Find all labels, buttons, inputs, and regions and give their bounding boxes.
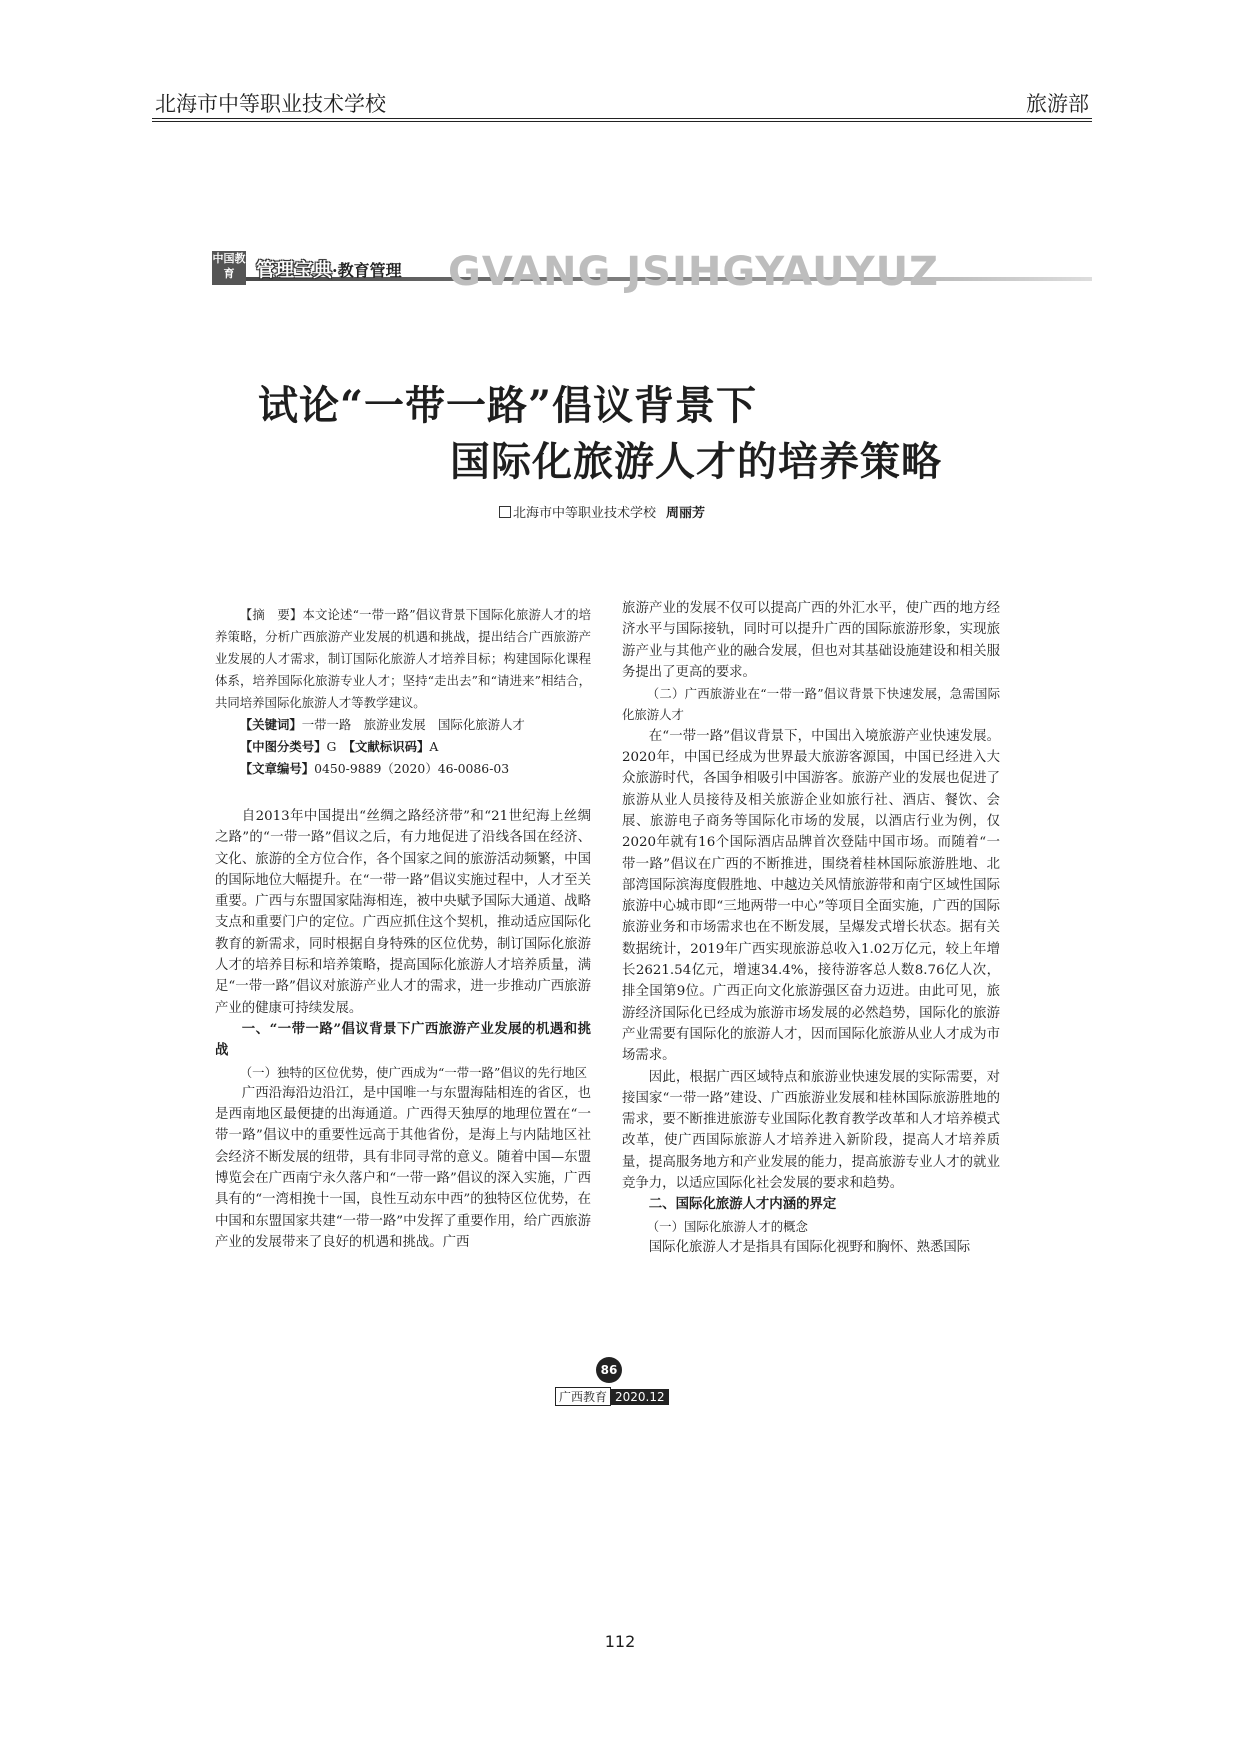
article-no-value: 0450-9889（2020）46-0086-03 [314,761,510,776]
subsection-heading: （一）国际化旅游人才的概念 [646,1218,808,1234]
keywords-value: 一带一路 旅游业发展 国际化旅游人才 [301,717,525,732]
keywords-line [215,714,591,736]
body-paragraph: 旅游产业的发展不仅可以提高广西的外汇水平，使广西的地方经济水平与国际接轨，同时可以提升广西的国际旅游形象，实现旅游产业与其他产业的融合发展，但也对其基础设施建设和相关服务提出了更高的要求。 [622,601,1000,680]
body-paragraph: 自2013年中国提出“丝绸之路经济带”和“21世纪海上丝绸之路”的“一带一路”倡议之后，有力地促进了沿线各国在经济、文化、旅游的全方位合作，各个国家之间的旅游活动频繁，中国的国际地位大幅提升。在“一带一路”倡议实施过程中，人才至关重要。广西与东盟国家陆海相连，被中央赋予国际大通道、战略支点和重要门户的定位。广西应抓住这个契机，推动适应国际化教育的新需求，同时根据自身特殊的区位优势，制订国际化旅游人才的培养目标和培养策略，提高国际化旅游人才培养质量，满足“一带一路”倡议对旅游产业人才的需求，进一步推动广西旅游产业的健康可持续发展。 [215,809,591,1016]
article-no-label: 【文章编号】 [239,761,315,776]
right-column [622,598,1000,1258]
section-heading: 二、国际化旅游人才内涵的界定 [648,1196,837,1213]
body-paragraph: 国际化旅游人才是指具有国际化视野和胸怀、熟悉国际 [648,1239,971,1255]
header-rule-2 [152,121,1092,122]
header-rule [152,118,1092,119]
banner-subtitle: ·教育管理 [332,261,402,280]
document-page-number: 112 [604,1632,636,1651]
journal-footer [555,1387,669,1406]
spacer [215,780,591,806]
column-banner [212,251,1092,293]
banner-latin-text: GVANG JSIHGYAUYUZ [448,249,940,295]
left-column [215,604,591,1253]
subsection-heading: （二）广西旅游业在“一带一路”倡议背景下快速发展，急需国际化旅游人才 [622,686,1000,723]
square-bullet-icon [499,506,511,518]
keywords-label: 【关键词】 [239,717,302,732]
clc-label: 【中图分类号】 [239,739,327,754]
body-paragraph: 广西沿海沿边沿江，是中国唯一与东盟海陆相连的省区，也是西南地区最便捷的出海通道。广西得天独厚的地理位置在“一带一路”倡议中的重要性远高于其他省份，是海上与内陆地区社会经济不断发展的纽带，具有非同寻常的意义。随着中国—东盟博览会在广西南宁永久落户和“一带一路”倡议的深入实施，广西具有的“一湾相挽十一国，良性互动东中西”的独特区位优势，在中国和东盟国家共建“一带一路”中发挥了重要作用，给广西旅游产业的发展带来了良好的机遇和挑战。广西 [215,1085,591,1250]
doc-code-value: A [429,739,439,754]
clc-line [215,736,591,758]
article-title-line-1: 试论“一带一路”倡议背景下 [258,382,758,429]
header-department: 旅游部 [1026,92,1089,116]
abstract-block [215,604,591,780]
author-name: 周丽芳 [666,506,706,521]
byline [499,502,705,521]
body-paragraph: 在“一带一路”倡议背景下，中国出入境旅游产业快速发展。2020年，中国已经成为世界最大旅游客源国，中国已经进入大众旅游时代，各国争相吸引中国游客。旅游产业的发展也促进了旅游从业人员接待及相关旅游企业如旅行社、酒店、餐饮、会展、旅游电子商务等国际化市场的发展，以酒店行业为例，仅2020年就有16个国际酒店品牌首次登陆中国市场。而随着“一带一路”倡议在广西的不断推进，围绕着桂林国际旅游胜地、北部湾国际滨海度假胜地、中越边关风情旅游带和南宁区域性国际旅游中心城市即“三地两带一中心”等项目全面实施，广西的国际旅游业务和市场需求也在不断发展，呈爆发式增长状态。据有关数据统计，2019年广西实现旅游总收入1.02万亿元，较上年增长2621.54亿元，增速34.4%，接待游客总人数8.76亿人次，排全国第9位。广西正向文化旅游强区奋力迈进。由此可见，旅游经济国际化已经成为旅游市场发展的必然趋势，国际化的旅游产业需要有国际化的旅游人才，因而国际化旅游从业人才成为市场需求。 [622,728,1000,1064]
clc-value: G [326,739,337,754]
body-paragraph: 因此，根据广西区域特点和旅游业快速发展的实际需要，对接国家“一带一路”建设、广西旅游业发展和桂林国际旅游胜地的需求，要不断推进旅游专业国际化教育教学改革和人才培养模式改革，使广西国际旅游人才培养进入新阶段，提高人才培养质量，提高服务地方和产业发展的能力，提高旅游专业人才的就业竞争力，以适应国际化社会发展的要求和趋势。 [622,1069,1000,1192]
author-affiliation: 北海市中等职业技术学校 [513,506,657,521]
journal-issue: 2020.12 [611,1389,669,1405]
header-school: 北海市中等职业技术学校 [155,92,386,116]
article-no-line [215,758,591,780]
doc-code-label: 【文献标识码】 [348,739,430,754]
banner-title-main: 管理宝典 [256,259,333,281]
banner-title [256,255,402,282]
subsection-heading: （一）独特的区位优势，使广西成为“一带一路”倡议的先行地区 [239,1064,588,1080]
section-heading: 一、“一带一路”倡议背景下广西旅游产业发展的机遇和挑战 [215,1020,591,1059]
journal-logo: 中国教育 [212,251,246,285]
abstract-text: 【摘 要】本文论述“一带一路”倡议背景下国际化旅游人才的培养策略，分析广西旅游产业发展的机遇和挑战，提出结合广西旅游产业发展的人才需求，制订国际化旅游人才培养目标；构建国际化课程体系，培养国际化旅游专业人才；坚持“走出去”和“请进来”相结合，共同培养国际化旅游人才等教学建议。 [215,607,591,710]
article-title-line-2: 国际化旅游人才的培养策略 [450,438,942,485]
journal-name: 广西教育 [555,1387,611,1406]
journal-page-number: 86 [596,1357,622,1383]
